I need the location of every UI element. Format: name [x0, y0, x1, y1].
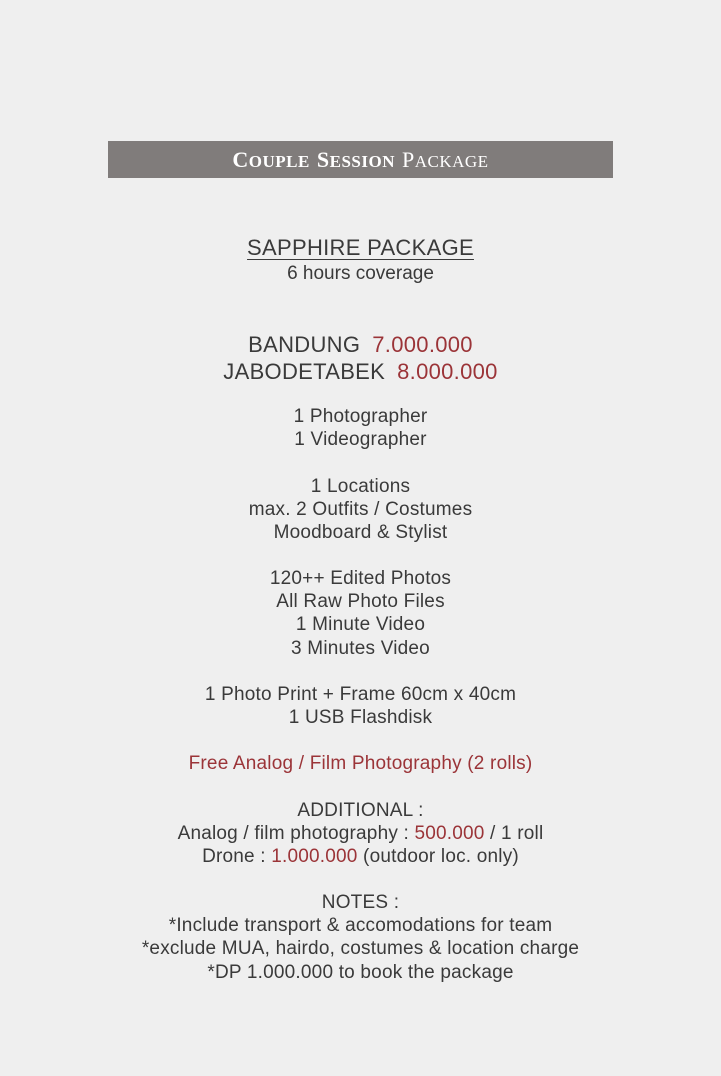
additional-drone: Drone : 1.000.000 (outdoor loc. only): [202, 846, 519, 868]
price-row-jabodetabek: [0, 358, 721, 385]
price-city: JABODETABEK: [223, 359, 386, 384]
list-item: 1 Videographer: [294, 429, 427, 451]
additional-analog: Analog / film photography : 500.000 / 1 roll: [177, 823, 544, 845]
session-list: [0, 475, 721, 545]
price-list: [0, 331, 721, 385]
list-item: 1 Photographer: [293, 406, 428, 427]
drone-price: 1.000.000: [271, 846, 358, 868]
banner-word-session: SESSION: [316, 146, 395, 172]
note-item: *Include transport & accomodations for team: [168, 915, 553, 937]
price-row-bandung: [0, 331, 721, 358]
note-item: *exclude MUA, hairdo, costumes & location charge: [141, 938, 580, 960]
price-city: BANDUNG: [248, 332, 361, 357]
list-item: 3 Minutes Video: [291, 637, 430, 659]
price-value: 7.000.000: [372, 332, 473, 357]
list-item: 1 Minute Video: [295, 614, 426, 636]
crew-list: [0, 405, 721, 451]
notes-heading: NOTES :: [321, 892, 400, 913]
analog-price: 500.000: [414, 823, 485, 845]
list-item: 120++ Edited Photos: [269, 568, 452, 589]
deliverables-list: [0, 567, 721, 660]
list-item: Moodboard & Stylist: [273, 522, 448, 544]
additional-section: [0, 799, 721, 869]
price-value: 8.000.000: [397, 359, 498, 384]
list-item: max. 2 Outfits / Costumes: [248, 499, 473, 521]
list-item: 1 Photo Print + Frame 60cm x 40cm: [204, 684, 517, 705]
additional-heading: ADDITIONAL :: [297, 800, 424, 821]
list-item: All Raw Photo Files: [276, 591, 445, 613]
bonus-text: Free Analog / Film Photography (2 rolls): [188, 753, 533, 774]
banner-word-couple: COUPLE: [232, 146, 310, 172]
list-item: 1 Locations: [310, 476, 411, 497]
note-item: *DP 1.000.000 to book the package: [207, 961, 514, 983]
package-coverage: 6 hours coverage: [287, 263, 434, 284]
package-banner: [108, 141, 613, 178]
list-item: 1 USB Flashdisk: [288, 707, 433, 729]
notes-section: [0, 891, 721, 984]
banner-word-package: PACKAGE: [401, 146, 489, 172]
package-title: SAPPHIRE PACKAGE: [247, 235, 474, 260]
print-list: [0, 683, 721, 729]
